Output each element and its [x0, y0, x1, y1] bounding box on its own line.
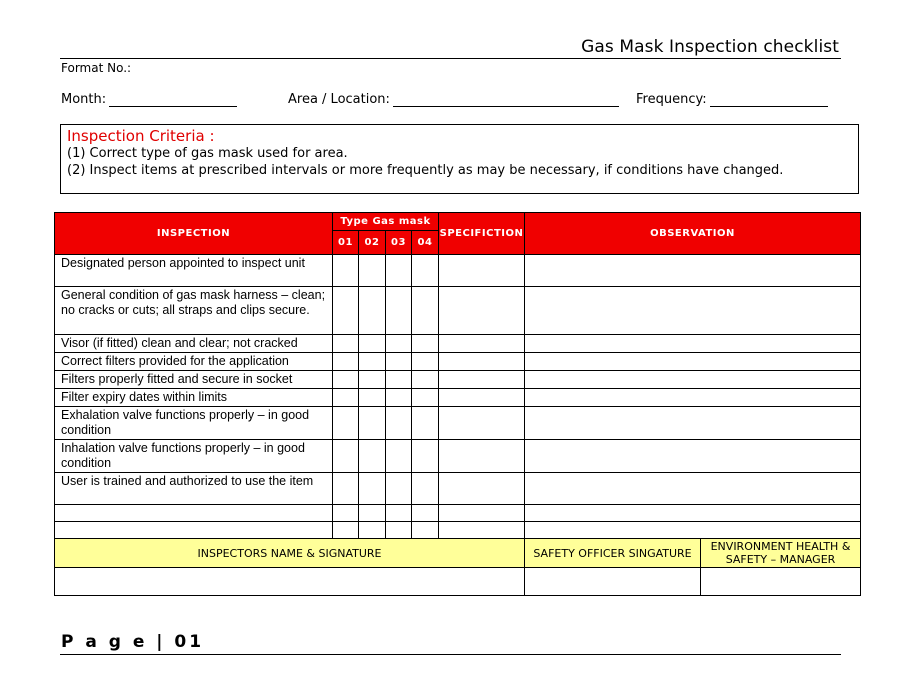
type-01-cell[interactable]	[333, 407, 359, 440]
ehs-manager-signature-cell[interactable]	[701, 568, 861, 596]
criteria-title: Inspection Criteria :	[67, 127, 215, 145]
table-row	[55, 389, 861, 407]
inspection-header: INSPECTION	[55, 213, 333, 255]
type-04-cell[interactable]	[412, 255, 439, 287]
type-03-cell[interactable]	[386, 473, 412, 505]
observation-cell[interactable]	[525, 371, 861, 389]
type-02-cell[interactable]	[359, 473, 386, 505]
inspection-item[interactable]	[55, 522, 333, 539]
type-02-cell[interactable]	[359, 522, 386, 539]
observation-cell[interactable]	[525, 389, 861, 407]
footer-rule	[60, 654, 841, 655]
criteria-line-2: (2) Inspect items at prescribed intervals or more frequently as may be necessary, if conditions have changed.	[67, 163, 784, 178]
inspection-item: User is trained and authorized to use the item	[55, 473, 333, 505]
type-01-cell[interactable]	[333, 473, 359, 505]
type-01-cell[interactable]	[333, 287, 359, 335]
observation-cell[interactable]	[525, 353, 861, 371]
inspection-table	[54, 212, 861, 596]
type-04-cell[interactable]	[412, 440, 439, 473]
inspector-signature-cell[interactable]	[55, 568, 525, 596]
specification-cell[interactable]	[439, 255, 525, 287]
area-label: Area / Location:	[288, 92, 390, 107]
observation-cell[interactable]	[525, 505, 861, 522]
table-row	[55, 522, 861, 539]
type-04-cell[interactable]	[412, 473, 439, 505]
page-number: P a g e | 01	[61, 632, 205, 652]
type-03-cell[interactable]	[386, 335, 412, 353]
observation-cell[interactable]	[525, 407, 861, 440]
safety-officer-signature-header: SAFETY OFFICER SINGATURE	[525, 539, 701, 568]
signature-row	[55, 568, 861, 596]
observation-cell[interactable]	[525, 287, 861, 335]
type-03-cell[interactable]	[386, 407, 412, 440]
type-01-cell[interactable]	[333, 389, 359, 407]
type-02-cell[interactable]	[359, 335, 386, 353]
type-01-header: 01	[333, 231, 359, 255]
title-rule	[60, 58, 841, 59]
type-03-cell[interactable]	[386, 255, 412, 287]
type-02-cell[interactable]	[359, 505, 386, 522]
type-02-cell[interactable]	[359, 353, 386, 371]
inspection-item[interactable]	[55, 505, 333, 522]
type-03-header: 03	[386, 231, 412, 255]
type-02-cell[interactable]	[359, 440, 386, 473]
specification-cell[interactable]	[439, 389, 525, 407]
specification-cell[interactable]	[439, 440, 525, 473]
table-row	[55, 440, 861, 473]
type-04-cell[interactable]	[412, 389, 439, 407]
inspection-criteria-box	[60, 124, 859, 194]
inspection-item: Inhalation valve functions properly – in good condition	[55, 440, 333, 473]
frequency-field[interactable]	[636, 92, 828, 107]
inspection-item: General condition of gas mask harness – clean; no cracks or cuts; all straps and clips secure.	[55, 287, 333, 335]
observation-cell[interactable]	[525, 440, 861, 473]
specification-cell[interactable]	[439, 371, 525, 389]
observation-header: OBSERVATION	[525, 213, 861, 255]
criteria-line-1: (1) Correct type of gas mask used for area.	[67, 146, 348, 161]
type-04-cell[interactable]	[412, 407, 439, 440]
type-03-cell[interactable]	[386, 440, 412, 473]
table-row	[55, 473, 861, 505]
type-02-header: 02	[359, 231, 386, 255]
type-01-cell[interactable]	[333, 353, 359, 371]
inspection-item: Filters properly fitted and secure in socket	[55, 371, 333, 389]
inspection-item: Visor (if fitted) clean and clear; not cracked	[55, 335, 333, 353]
frequency-label: Frequency:	[636, 92, 707, 107]
specification-cell[interactable]	[439, 287, 525, 335]
month-blank-line[interactable]	[109, 92, 237, 107]
table-row	[55, 407, 861, 440]
type-03-cell[interactable]	[386, 371, 412, 389]
inspection-item: Exhalation valve functions properly – in good condition	[55, 407, 333, 440]
table-row	[55, 335, 861, 353]
specification-cell[interactable]	[439, 505, 525, 522]
specification-cell[interactable]	[439, 473, 525, 505]
type-03-cell[interactable]	[386, 505, 412, 522]
type-02-cell[interactable]	[359, 287, 386, 335]
specification-cell[interactable]	[439, 407, 525, 440]
type-04-cell[interactable]	[412, 335, 439, 353]
type-01-cell[interactable]	[333, 335, 359, 353]
table-row	[55, 371, 861, 389]
month-field[interactable]	[61, 92, 237, 107]
specification-cell[interactable]	[439, 335, 525, 353]
specification-header: SPECIFICTION	[439, 213, 525, 255]
signature-header-row	[55, 539, 861, 568]
observation-cell[interactable]	[525, 522, 861, 539]
type-gas-mask-header: Type Gas mask	[333, 213, 439, 231]
type-03-cell[interactable]	[386, 522, 412, 539]
specification-cell[interactable]	[439, 522, 525, 539]
type-02-cell[interactable]	[359, 255, 386, 287]
observation-cell[interactable]	[525, 255, 861, 287]
observation-cell[interactable]	[525, 473, 861, 505]
type-04-cell[interactable]	[412, 371, 439, 389]
type-01-cell[interactable]	[333, 371, 359, 389]
inspection-item: Filter expiry dates within limits	[55, 389, 333, 407]
inspector-signature-header: INSPECTORS NAME & SIGNATURE	[55, 539, 525, 568]
table-row	[55, 255, 861, 287]
type-04-header: 04	[412, 231, 439, 255]
safety-officer-signature-cell[interactable]	[525, 568, 701, 596]
area-blank-line[interactable]	[393, 92, 619, 107]
type-01-cell[interactable]	[333, 255, 359, 287]
type-03-cell[interactable]	[386, 353, 412, 371]
type-01-cell[interactable]	[333, 522, 359, 539]
format-number-label: Format No.:	[61, 61, 132, 75]
type-01-cell[interactable]	[333, 440, 359, 473]
type-03-cell[interactable]	[386, 389, 412, 407]
frequency-blank-line[interactable]	[710, 92, 828, 107]
type-04-cell[interactable]	[412, 505, 439, 522]
inspection-item: Correct filters provided for the application	[55, 353, 333, 371]
inspection-item: Designated person appointed to inspect unit	[55, 255, 333, 287]
table-row	[55, 287, 861, 335]
type-04-cell[interactable]	[412, 522, 439, 539]
document-title: Gas Mask Inspection checklist	[581, 37, 839, 57]
type-04-cell[interactable]	[412, 353, 439, 371]
ehs-manager-signature-header: ENVIRONMENT HEALTH & SAFETY – MANAGER	[701, 539, 861, 568]
type-02-cell[interactable]	[359, 407, 386, 440]
type-02-cell[interactable]	[359, 389, 386, 407]
area-field[interactable]	[288, 92, 619, 107]
specification-cell[interactable]	[439, 353, 525, 371]
table-row	[55, 505, 861, 522]
type-01-cell[interactable]	[333, 505, 359, 522]
month-label: Month:	[61, 92, 107, 107]
type-04-cell[interactable]	[412, 287, 439, 335]
observation-cell[interactable]	[525, 335, 861, 353]
type-02-cell[interactable]	[359, 371, 386, 389]
type-03-cell[interactable]	[386, 287, 412, 335]
table-row	[55, 353, 861, 371]
